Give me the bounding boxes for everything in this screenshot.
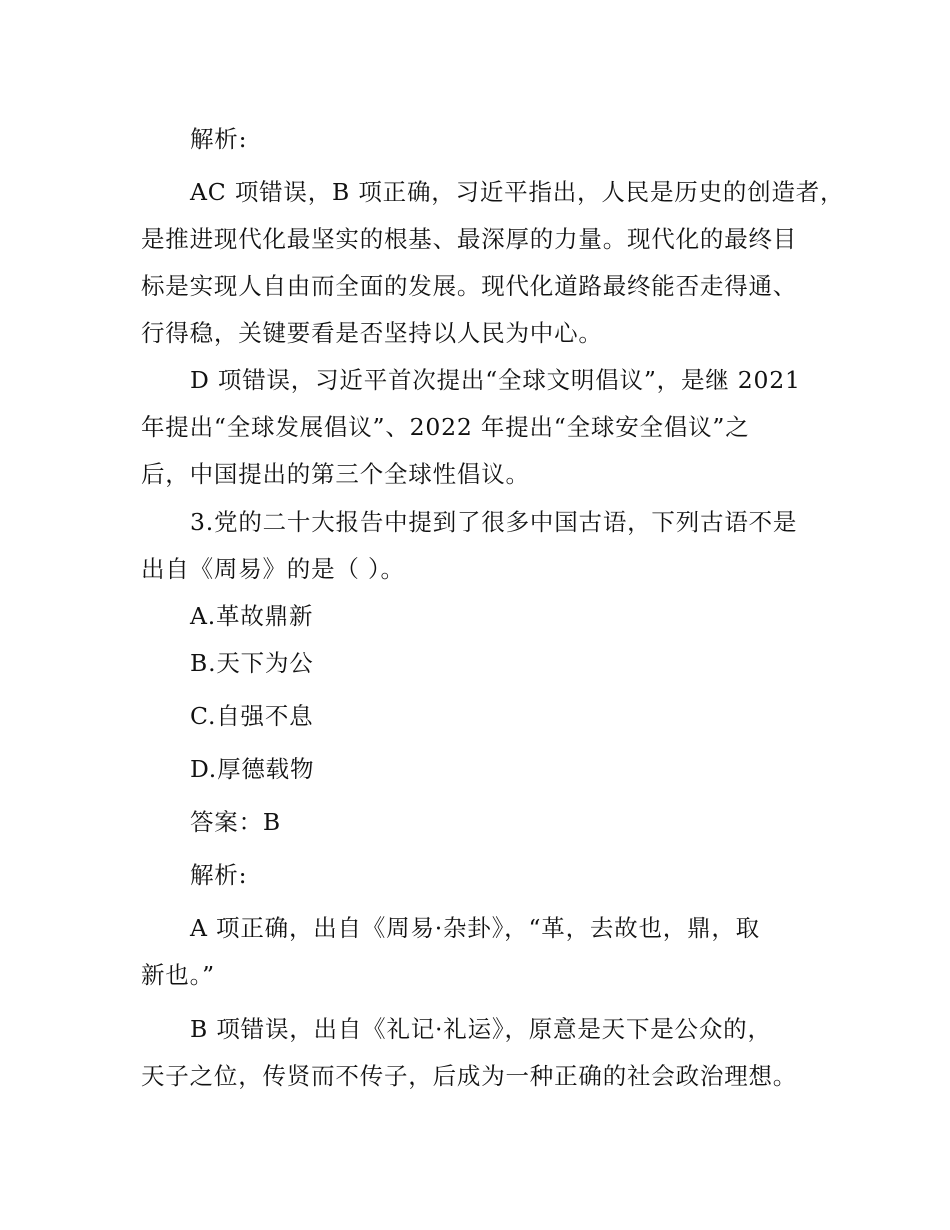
paragraph-line: 年提出“全球发展倡议”、2022 年提出“全球安全倡议”之 xyxy=(141,413,750,441)
paragraph-line: 新也。” xyxy=(141,961,215,989)
paragraph-line: D 项错误，习近平首次提出“全球文明倡议”，是继 2021 xyxy=(190,366,801,394)
question-line: 3.党的二十大报告中提到了很多中国古语，下列古语不是 xyxy=(190,508,798,536)
paragraph-line: 行得稳，关键要看是否坚持以人民为中心。 xyxy=(141,319,603,347)
question-line: 出自《周易》的是（ ）。 xyxy=(141,555,405,583)
analysis-heading: 解析: xyxy=(190,125,248,153)
paragraph-line: B 项错误，出自《礼记·礼运》，原意是天下是公众的， xyxy=(190,1015,772,1043)
paragraph-line: A 项正确，出自《周易·杂卦》，“革，去故也，鼎，取 xyxy=(190,914,760,942)
option-d: D.厚德载物 xyxy=(190,755,315,783)
option-a: A.革故鼎新 xyxy=(190,602,314,630)
paragraph-line: 后，中国提出的第三个全球性倡议。 xyxy=(141,460,530,488)
paragraph-line: 是推进现代化最坚实的根基、最深厚的力量。现代化的最终目 xyxy=(141,225,798,253)
paragraph-line: 标是实现人自由而全面的发展。现代化道路最终能否走得通、 xyxy=(141,272,798,300)
paragraph-line: 天子之位，传贤而不传子，后成为一种正确的社会政治理想。 xyxy=(141,1062,798,1090)
option-b: B.天下为公 xyxy=(190,649,314,677)
option-c: C.自强不息 xyxy=(190,702,314,730)
analysis-heading: 解析: xyxy=(190,861,248,889)
paragraph-line: AC 项错误，B 项正确，习近平指出，人民是历史的创造者， xyxy=(190,178,845,206)
answer-line: 答案：B xyxy=(190,808,281,836)
